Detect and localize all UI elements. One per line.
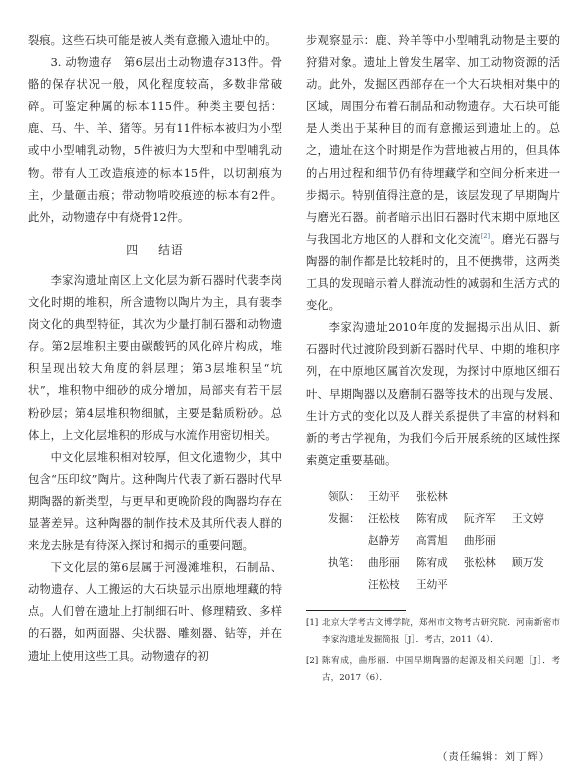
credit-name: 高霄旭	[416, 534, 448, 547]
paragraph-text-a: 步观察显示：鹿、羚羊等中小型哺乳动物是主要的狩猎对象。遗址上曾发生屠宰、加工动物资源的活动。此外，发掘区西部存在一个大石块相对集中的区域，周围分布着石制品和动物遗存。大石块可能是人类出于某种目的而有意搬运到遗址上的。总之，遗址在这个时期是作为营地被占用的，但具体的占用过程和细节仍有待埋藏学和空间分析来进一步揭示。特别值得注意的是，该层发现了早期陶片与磨光石器。前者暗示出旧石器时代末期中原地区与我国北方地区的人群和文化交流	[306, 34, 560, 246]
paragraph-upper-layer: 李家沟遗址南区上文化层为新石器时代裴李岗文化时期的堆积，所含遗物以陶片为主，具有裴李岗文化的典型特征，其次为少量打制石器和动物遗存。第2层堆积主要由碳酸钙的风化碎片构成，堆积呈现出较大角度的斜层理；第3层堆积呈“坑状”，堆积物中细砂的成分增加，局部夹有若干层粉砂层；第4层堆积物细腻，主要是黏质粉砂。总体上，上文化层堆积的形成与水流作用密切相关。	[28, 273, 282, 442]
credit-row-leader	[306, 486, 560, 508]
footnote-2	[306, 653, 560, 687]
credit-label: 领队：	[328, 490, 360, 503]
credit-name: 张松林	[464, 556, 496, 569]
paragraph-continuation: 裂痕。这些石块可能是被人类有意搬入遗址中的。	[28, 34, 277, 47]
paragraph-conclusion: 李家沟遗址2010年度的发掘揭示出从旧、新石器时代过渡阶段到新石器时代早、中期的堆积序列，在中原地区属首次发现，为探讨中原地区细石叶、早期陶器以及磨制石器等技术的出现与发展、生计方式的变化以及人群关系提供了丰富的材料和新的考古学视角，为我们今后开展系统的区域性探索奠定重要基础。	[306, 321, 560, 467]
footnote-divider	[306, 610, 406, 611]
credit-names	[368, 552, 560, 596]
section-heading	[28, 239, 282, 261]
credit-name: 阮齐军	[464, 512, 496, 525]
credit-names	[368, 508, 560, 552]
left-column	[28, 30, 282, 668]
paragraph-text-b: 。磨光石器与陶器的制作都是比较耗时的，且不便携带，这两类工具的发现暗示着人群流动性的减弱和生活方式的变化。	[306, 232, 560, 313]
credit-row-writers	[306, 552, 560, 596]
paragraph-middle-layer: 中文化层堆积相对较厚，但文化遗物少，其中包含“压印纹”陶片。这种陶片代表了新石器时代早期陶器的新类型，与更早和更晚阶段的陶器均存在显著差异。这种陶器的制作技术及其所代表人群的来龙去脉是有待深入探讨和揭示的重要问题。	[28, 450, 282, 553]
footnote-number: [1]	[306, 617, 319, 628]
section-heading-text: 结语	[158, 242, 184, 257]
credit-name: 曲彤丽	[464, 534, 496, 547]
editor-credit: （责任编辑：刘丁辉）	[437, 751, 550, 763]
footnote-number: [2]	[306, 655, 319, 666]
footnote-text: 北京大学考古文博学院，郑州市文物考古研究院．河南新密市李家沟遗址发掘简报［J］．考古，2011（4）．	[322, 617, 560, 645]
credit-label: 发掘：	[328, 512, 360, 525]
paragraph-lower-layer-continued	[306, 30, 560, 317]
credit-row-excavation	[306, 508, 560, 552]
citation-ref[interactable]: [2]	[480, 232, 491, 241]
paragraph-lower-layer: 下文化层的第6层属于河漫滩堆积，石制品、动物遗存、人工搬运的大石块显示出原地埋藏的特点。人们曾在遗址上打制细石叶、修理精致、多样的石器，如两面器、尖状器、雕刻器、钻等，并在遗址上使用这些工具。动物遗存的初	[28, 561, 282, 663]
credit-label: 执笔：	[328, 556, 360, 569]
credit-names	[368, 486, 560, 508]
credit-name: 王幼平	[416, 578, 448, 591]
footnote-text: 陈宥成，曲彤丽．中国早期陶器的起源及相关问题［J］．考古，2017（6）．	[322, 655, 560, 683]
credit-name: 王幼平	[368, 490, 400, 503]
footnote-1	[306, 615, 560, 649]
credit-name: 汪松枝	[368, 512, 400, 525]
credit-name: 汪松枝	[368, 578, 400, 591]
credit-name: 陈宥成	[416, 556, 448, 569]
credit-name: 赵静芳	[368, 534, 400, 547]
credit-name: 曲彤丽	[368, 556, 400, 569]
credit-name: 陈宥成	[416, 512, 448, 525]
section-heading-number: 四	[126, 242, 140, 257]
credit-name: 顾万发	[512, 556, 544, 569]
paragraph-animal-remains: 3. 动物遗存 第6层出土动物遗存313件。骨骼的保存状况一般，风化程度较高，多数非常破碎。可鉴定种属的标本115件。种类主要包括：鹿、马、牛、羊、猪等。另有11件标本被归为小型或中小型哺乳动物，5件被归为大型和中型哺乳动物。带有人工改造痕迹的标本15件，以切割痕为主，少量砸击痕；带动物啃咬痕迹的标本有2件。此外，动物遗存中有烧骨12件。	[28, 56, 282, 224]
credit-name: 张松林	[416, 490, 448, 503]
credits-block	[306, 486, 560, 596]
credit-name: 王文婷	[512, 512, 544, 525]
right-column	[306, 30, 560, 687]
